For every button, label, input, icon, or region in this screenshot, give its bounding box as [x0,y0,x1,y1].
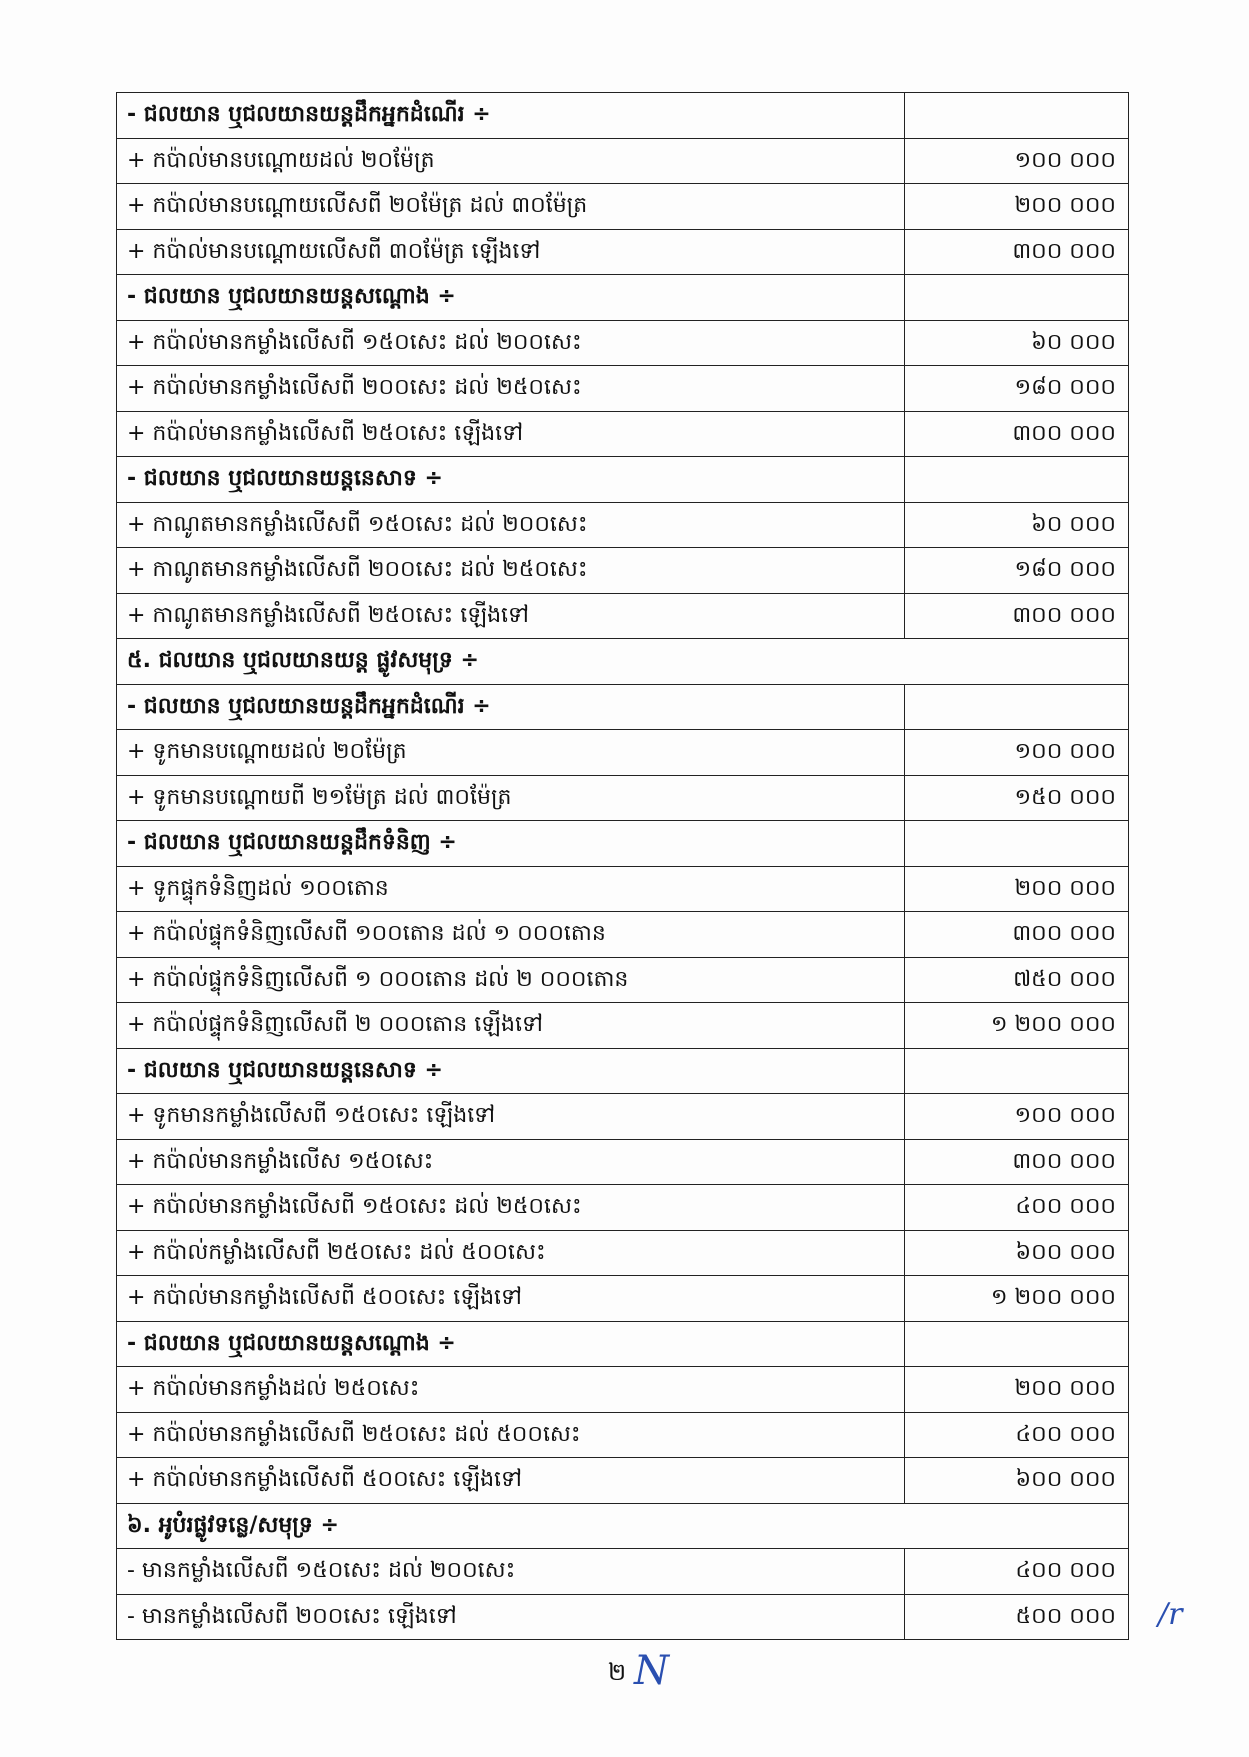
category-heading: - ជលយាន ឬជលយានយន្តដឹកអ្នកដំណើរ ÷ [117,684,905,730]
subsection-row [117,684,1129,730]
fee-amount: ៣០០ ០០០ [905,229,1129,275]
category-heading: - ជលយាន ឬជលយានយន្តសណ្តោង ÷ [117,275,905,321]
fee-amount: ៦០ ០០០ [905,320,1129,366]
page-initial: N [634,1648,669,1694]
margin-initial: /r [1158,1597,1183,1632]
fee-amount: ៤០០ ០០០ [905,1549,1129,1595]
fee-row [117,866,1129,912]
vessel-description: + កប៉ាល់មានបណ្តោយដល់ ២០ម៉ែត្រ [117,138,905,184]
fee-amount: ២០០ ០០០ [905,866,1129,912]
fee-row [117,775,1129,821]
fee-row [117,411,1129,457]
category-heading: - ជលយាន ឬជលយានយន្តដឹកទំនិញ ÷ [117,821,905,867]
vessel-description: + កាណូតមានកម្លាំងលើសពី ១៥០សេះ ដល់ ២០០សេះ [117,502,905,548]
fee-table-body [117,93,1129,1640]
subsection-row [117,1048,1129,1094]
fee-row [117,912,1129,958]
fee-amount [905,275,1129,321]
fee-amount: ១ ២០០ ០០០ [905,1276,1129,1322]
vessel-description: + កប៉ាល់មានបណ្តោយលើសពី ២០ម៉ែត្រ ដល់ ៣០ម៉ែត្រ [117,184,905,230]
fee-amount: ៣០០ ០០០ [905,912,1129,958]
vessel-description: - មានកម្លាំងលើសពី ១៥០សេះ ដល់ ២០០សេះ [117,1549,905,1595]
subsection-row [117,275,1129,321]
subsection-row [117,457,1129,503]
vessel-description: + កប៉ាល់មានកម្លាំងលើសពី ១៥០សេះ ដល់ ២៥០សេះ [117,1185,905,1231]
fee-amount: ១៨០ ០០០ [905,548,1129,594]
vessel-description: + កប៉ាល់មានកម្លាំងលើសពី ២០០សេះ ដល់ ២៥០សេះ [117,366,905,412]
category-heading: - ជលយាន ឬជលយានយន្តសណ្តោង ÷ [117,1321,905,1367]
vessel-description: + កប៉ាល់កម្លាំងលើសពី ២៥០សេះ ដល់ ៥០០សេះ [117,1230,905,1276]
fee-amount: ២០០ ០០០ [905,1367,1129,1413]
category-heading: - ជលយាន ឬជលយានយន្តនេសាទ ÷ [117,1048,905,1094]
vessel-description: - មានកម្លាំងលើសពី ២០០សេះ ឡើងទៅ [117,1594,905,1640]
fee-row [117,138,1129,184]
vessel-description: + កប៉ាល់មានកម្លាំងលើសពី ១៥០សេះ ដល់ ២០០សេះ [117,320,905,366]
fee-row [117,957,1129,1003]
vessel-description: + កប៉ាល់ផ្ទុកទំនិញលើសពី ២ ០០០តោន ឡើងទៅ [117,1003,905,1049]
fee-amount: ៥០០ ០០០ [905,1594,1129,1640]
fee-row [117,1458,1129,1504]
section-row [117,1503,1129,1549]
section-heading: ៦. អូបំរផ្លូវទន្លេ/សមុទ្រ ÷ [117,1503,1129,1549]
vessel-description: + កប៉ាល់មានកម្លាំងលើសពី ២៥០សេះ ដល់ ៥០០សេះ [117,1412,905,1458]
vessel-description: + កាណូតមានកម្លាំងលើសពី ២៥០សេះ ឡើងទៅ [117,593,905,639]
fee-row [117,548,1129,594]
fee-table [116,92,1129,1640]
fee-row [117,1185,1129,1231]
fee-amount [905,457,1129,503]
category-heading: - ជលយាន ឬជលយានយន្តដឹកអ្នកដំណើរ ÷ [117,93,905,139]
fee-row [117,1594,1129,1640]
fee-amount: ៤០០ ០០០ [905,1412,1129,1458]
fee-amount: ៧៥០ ០០០ [905,957,1129,1003]
vessel-description: + ទូកមានកម្លាំងលើសពី ១៥០សេះ ឡើងទៅ [117,1094,905,1140]
fee-row [117,184,1129,230]
vessel-description: + កប៉ាល់មានបណ្តោយលើសពី ៣០ម៉ែត្រ ឡើងទៅ [117,229,905,275]
fee-row [117,502,1129,548]
fee-row [117,1003,1129,1049]
fee-amount [905,93,1129,139]
fee-amount: ១០០ ០០០ [905,1094,1129,1140]
fee-row [117,593,1129,639]
fee-amount: ១ ២០០ ០០០ [905,1003,1129,1049]
fee-amount: ១០០ ០០០ [905,138,1129,184]
vessel-description: + កប៉ាល់មានកម្លាំងដល់ ២៥០សេះ [117,1367,905,1413]
vessel-description: + កប៉ាល់មានកម្លាំងលើសពី ២៥០សេះ ឡើងទៅ [117,411,905,457]
fee-amount [905,1048,1129,1094]
fee-row [117,320,1129,366]
fee-row [117,1139,1129,1185]
fee-row [117,366,1129,412]
vessel-description: + ទូកផ្ទុកទំនិញដល់ ១០០តោន [117,866,905,912]
subsection-row [117,821,1129,867]
category-heading: - ជលយាន ឬជលយានយន្តនេសាទ ÷ [117,457,905,503]
fee-row [117,1230,1129,1276]
fee-row [117,1412,1129,1458]
section-heading: ៥. ជលយាន ឬជលយានយន្ត ផ្លូវសមុទ្រ ÷ [117,639,1129,685]
fee-row [117,1094,1129,1140]
vessel-description: + ទូកមានបណ្តោយពី ២១ម៉ែត្រ ដល់ ៣០ម៉ែត្រ [117,775,905,821]
page-number: ២ [608,1658,627,1686]
fee-amount: ៦០ ០០០ [905,502,1129,548]
fee-row [117,730,1129,776]
fee-row [117,1367,1129,1413]
fee-amount: ៤០០ ០០០ [905,1185,1129,1231]
fee-amount: ៣០០ ០០០ [905,593,1129,639]
vessel-description: + ទូកមានបណ្តោយដល់ ២០ម៉ែត្រ [117,730,905,776]
fee-amount [905,684,1129,730]
fee-amount: ៣០០ ០០០ [905,1139,1129,1185]
fee-amount: ៦០០ ០០០ [905,1458,1129,1504]
fee-amount: ២០០ ០០០ [905,184,1129,230]
vessel-description: + កប៉ាល់មានកម្លាំងលើសពី ៥០០សេះ ឡើងទៅ [117,1276,905,1322]
fee-amount: ៣០០ ០០០ [905,411,1129,457]
fee-amount [905,1321,1129,1367]
vessel-description: + កប៉ាល់ផ្ទុកទំនិញលើសពី ១០០តោន ដល់ ១ ០០០តោន [117,912,905,958]
vessel-description: + កប៉ាល់មានកម្លាំងលើសពី ៥០០សេះ ឡើងទៅ [117,1458,905,1504]
vessel-description: + កាណូតមានកម្លាំងលើសពី ២០០សេះ ដល់ ២៥០សេះ [117,548,905,594]
fee-amount: ៦០០ ០០០ [905,1230,1129,1276]
subsection-row [117,93,1129,139]
fee-amount: ១០០ ០០០ [905,730,1129,776]
fee-amount: ១៨០ ០០០ [905,366,1129,412]
fee-amount [905,821,1129,867]
section-row [117,639,1129,685]
subsection-row [117,1321,1129,1367]
fee-row [117,229,1129,275]
vessel-description: + កប៉ាល់មានកម្លាំងលើស ១៥០សេះ [117,1139,905,1185]
fee-row [117,1549,1129,1595]
fee-amount: ១៥០ ០០០ [905,775,1129,821]
fee-row [117,1276,1129,1322]
vessel-description: + កប៉ាល់ផ្ទុកទំនិញលើសពី ១ ០០០តោន ដល់ ២ ០០០តោន [117,957,905,1003]
